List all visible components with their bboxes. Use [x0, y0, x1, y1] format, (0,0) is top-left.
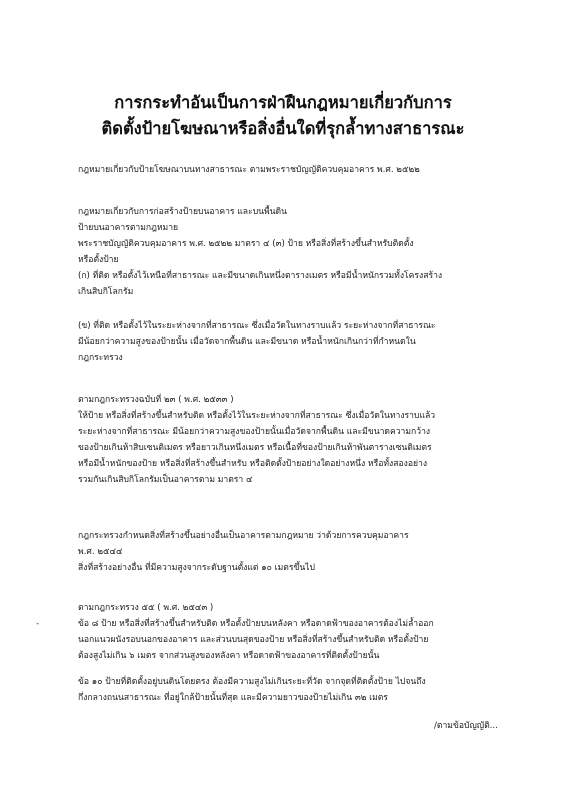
- section1-line-1: กฎหมายเกี่ยวกับป้ายโฆษณาบนทางสาธารณะ ตามพระราชบัญญัติควบคุมอาคาร พ.ศ. ๒๕๒๒: [78, 165, 420, 175]
- section5-line-5: ข้อ ๑๐ ป้ายที่ติดตั้งอยู่บนดินโดยตรง ต้องมีความสูงไม่เกินระยะที่วัด จากจุดที่ติดตั้งป้าย ไปจนถึง: [78, 677, 426, 687]
- section4-line-1: กฎกระทรวงกำหนดสิ่งที่สร้างขึ้นอย่างอื่นเป็นอาคารตามกฎหมาย ว่าด้วยการควบคุมอาคาร: [78, 531, 409, 541]
- section3-line-5: หรือมีน้ำหนักของป้าย หรือสิ่งที่สร้างขึ้นสำหรับ หรือติดตั้งป้ายอย่างใดอย่างหนึ่ง หรือทั้งสองอย่าง: [78, 459, 428, 469]
- section3-line-1: ตามกฎกระทรวงฉบับที่ ๒๓ ( พ.ศ. ๒๕๓๓ ): [78, 395, 234, 405]
- section2-line-6: เกินสิบกิโลกรัม: [78, 287, 134, 297]
- continuation-note: /ตามข้อบัญญัติ...: [434, 721, 498, 731]
- section5-line-2: ข้อ ๘ ป้าย หรือสิ่งที่สร้างขึ้นสำหรับติด หรือตั้งป้ายบนหลังคา หรือดาดฟ้าของอาคารต้องไม่ล้ำออก: [78, 619, 434, 629]
- section5-line-1: ตามกฎกระทรวง ๕๕ ( พ.ศ. ๒๕๔๓ ): [78, 603, 214, 613]
- section3-line-6: รวมกันเกินสิบกิโลกรัมเป็นอาคารตาม มาตรา ๔: [78, 475, 253, 485]
- document-title-line-1: การกระทำอันเป็นการฝ่าฝืนกฎหมายเกี่ยวกับการ: [114, 93, 452, 112]
- section5-line-3: นอกแนวผนังรอบนอกของอาคาร และส่วนบนสุดของป้าย หรือสิ่งที่สร้างขึ้นสำหรับติด หรือตั้งป้าย: [78, 635, 429, 645]
- section2-line-8: มีน้อยกว่าความสูงของป้ายนั้น เมื่อวัดจากพื้นดิน และมีขนาด หรือน้ำหนักเกินกว่าที่กำหนดใน: [78, 337, 416, 347]
- section3-line-4: ของป้ายเกินห้าสิบเซนติเมตร หรือยาวเกินหนึ่งเมตร หรือเนื้อที่ของป้ายเกินห้าพันตารางเซนติเมตร: [78, 443, 432, 453]
- section4-line-3: สิ่งที่สร้างอย่างอื่น ที่มีความสูงจากระดับฐานตั้งแต่ ๑๐ เมตรขึ้นไป: [78, 563, 315, 573]
- section2-line-9: กฎกระทรวง: [78, 353, 123, 363]
- section2-line-3: พระราชบัญญัติควบคุมอาคาร พ.ศ. ๒๕๒๒ มาตรา ๔ (๓) ป้าย หรือสิ่งที่สร้างขึ้นสำหรับติดตั้ง: [78, 239, 414, 249]
- section3-line-2: ให้ป้าย หรือสิ่งที่สร้างขึ้นสำหรับติด หรือตั้งไว้ในระยะห่างจากที่สาธารณะ ซึ่งเมื่อวัดในทางราบแล้ว: [78, 411, 436, 421]
- section3-line-3: ระยะห่างจากที่สาธารณะ มีน้อยกว่าความสูงของป้ายนั้นเมื่อวัดจากพื้นดิน และมีขนาดความกว้าง: [78, 427, 431, 437]
- section5-line-4: ต้องสูงไม่เกิน ๖ เมตร จากส่วนสูงของหลังคา หรือดาดฟ้าของอาคารที่ติดตั้งป้ายนั้น: [78, 651, 380, 661]
- margin-mark: -: [36, 619, 40, 629]
- section2-line-4: หรือตั้งป้าย: [78, 255, 119, 265]
- section4-line-2: พ.ศ. ๒๕๔๔: [78, 547, 123, 557]
- section2-line-5: (ก) ที่ติด หรือตั้งไว้เหนือที่สาธารณะ และมีขนาดเกินหนึ่งตารางเมตร หรือมีน้ำหนักรวมทั้งโครงสร้าง: [78, 271, 443, 281]
- section2-line-7: (ข) ที่ติด หรือตั้งไว้ในระยะห่างจากที่สาธารณะ ซึ่งเมื่อวัดในทางราบแล้ว ระยะห่างจากที่สาธารณะ: [78, 321, 436, 331]
- section2-line-2: ป้ายบนอาคารตามกฎหมาย: [78, 223, 179, 233]
- section5-line-6: กึ่งกลางถนนสาธารณะ ที่อยู่ใกล้ป้ายนั้นที่สุด และมีความยาวของป้ายไม่เกิน ๓๒ เมตร: [78, 693, 388, 703]
- document-title-line-2: ติดตั้งป้ายโฆษณาหรือสิ่งอื่นใดที่รุกล้ำทางสาธารณะ: [101, 119, 465, 138]
- section2-line-1: กฎหมายเกี่ยวกับการก่อสร้างป้ายบนอาคาร และบนพื้นดิน: [78, 207, 288, 217]
